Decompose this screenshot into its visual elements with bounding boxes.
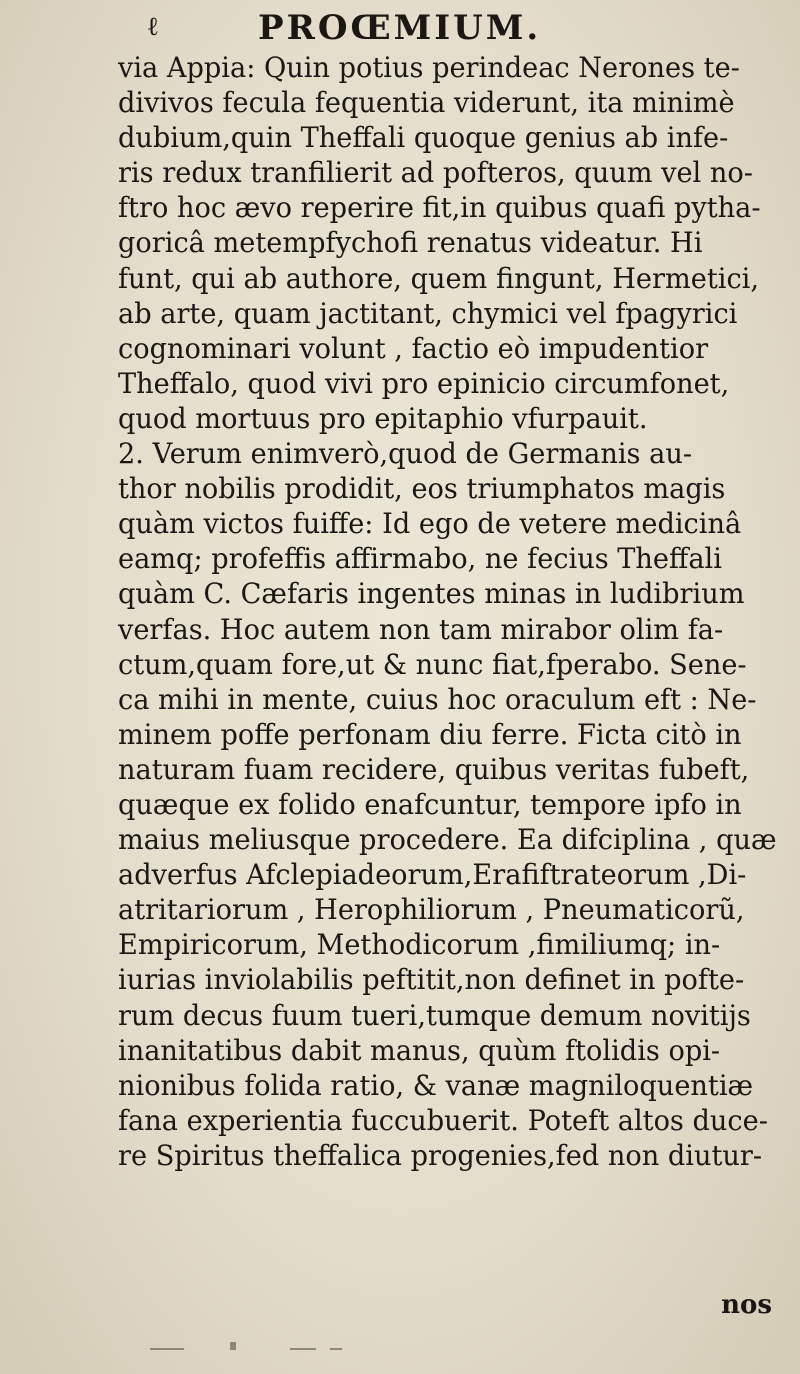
running-head: PROŒMIUM. (258, 8, 542, 48)
text-line: rum decus fuum tueri,tumque demum novitijs (118, 998, 751, 1032)
text-line: ris redux tranfilierit ad pofteros, quum vel no- (118, 156, 753, 190)
text-line: thor nobilis prodidit, eos triumphatos magis (118, 472, 726, 506)
text-line: funt, qui ab authore, quem fingunt, Hermetici, (118, 261, 759, 295)
text-line: iurias inviolabilis peftitit,non definet in pofte- (118, 963, 745, 997)
text-line: Theffalo, quod vivi pro epinicio circumfonet, (118, 366, 730, 400)
text-line: 2. Verum enimverò,quod de Germanis au- (118, 437, 693, 471)
text-line: quod mortuus pro epitaphio vfurpauit. (118, 401, 648, 435)
body-text (118, 50, 798, 1173)
text-line: nionibus folida ratio, & vanæ magniloquentiæ (118, 1068, 754, 1102)
text-line: Empiricorum, Methodicorum ,fimiliumq; in- (118, 928, 721, 962)
text-line: cognominari volunt , factio eò impudentior (118, 331, 709, 365)
ink-mark (330, 1348, 342, 1350)
text-line: quàm victos fuiffe: Id ego de vetere medicinâ (118, 507, 742, 541)
text-line: ctum,quam fore,ut & nunc fiat,fperabo. Sene- (118, 647, 747, 681)
text-line: maius meliusque procedere. Ea difciplina , quæ (118, 823, 777, 857)
ink-mark (150, 1348, 184, 1350)
catchword: nos (721, 1290, 772, 1320)
text-line: atritariorum , Herophiliorum , Pneumaticorũ, (118, 893, 745, 927)
text-line: quàm C. Cæfaris ingentes minas in ludibrium (118, 577, 745, 611)
text-line: naturam fuam recidere, quibus veritas fubeft, (118, 752, 750, 786)
text-line: minem poffe perfonam diu ferre. Ficta citò in (118, 717, 742, 751)
text-line: via Appia: Quin potius perindeac Nerones te- (118, 51, 740, 84)
text-line: ca mihi in mente, cuius hoc oraculum eft : Ne- (118, 682, 757, 716)
text-line: ftro hoc ævo reperire fit,in quibus quafi pytha- (118, 191, 761, 225)
signature-mark: ℓ (148, 12, 158, 42)
text-line: quæque ex folido enafcuntur, tempore ipfo in (118, 787, 742, 821)
text-line: inanitatibus dabit manus, quùm ftolidis opi- (118, 1033, 721, 1067)
text-line: verfas. Hoc autem non tam mirabor olim fa- (118, 612, 724, 646)
text-line: re Spiritus theffalica progenies,fed non diutur- (118, 1138, 763, 1172)
ink-mark (290, 1348, 316, 1350)
text-line: dubium,quin Theffali quoque genius ab infe- (118, 121, 729, 155)
text-line: divivos fecula fequentia viderunt, ita minimè (118, 86, 735, 120)
text-line: goricâ metempfychofi renatus videatur. Hi (118, 226, 703, 260)
ink-mark (230, 1342, 236, 1350)
text-line: ab arte, quam jactitant, chymici vel fpagyrici (118, 296, 738, 330)
text-line: adverfus Afclepiadeorum,Erafiftrateorum ,Di- (118, 858, 747, 892)
page-header (0, 8, 800, 48)
text-line: eamq; profeffis affirmabo, ne fecius Theffali (118, 542, 722, 576)
footer-ink-marks (140, 1340, 440, 1360)
text-line: fana experientia fuccubuerit. Poteft altos duce- (118, 1103, 768, 1137)
